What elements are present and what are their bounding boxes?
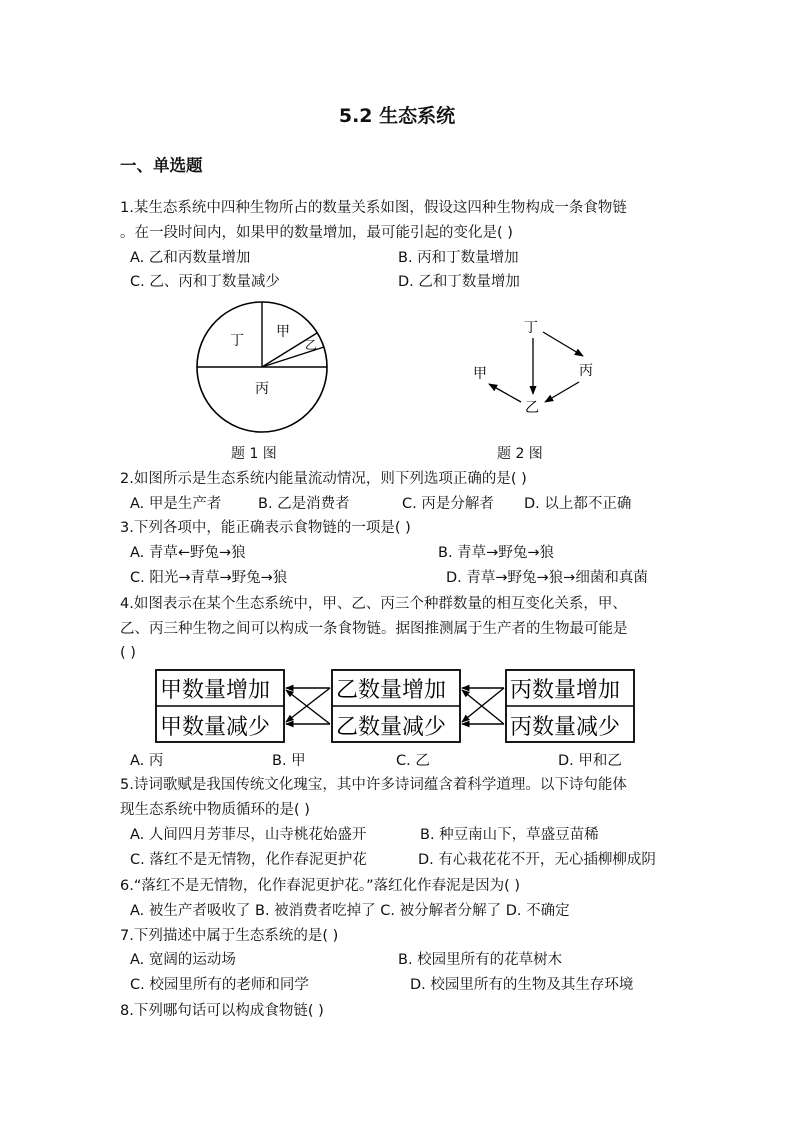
q1-option-a: A. 乙和丙数量增加 [130, 250, 251, 266]
q4-option-c: C. 乙 [396, 753, 430, 769]
q2-stem: 2.如图所示是生态系统内能量流动情况，则下列选项正确的是( ) [120, 471, 527, 487]
q7-option-c: C. 校园里所有的老师和同学 [130, 977, 309, 993]
q3-option-b: B. 青草→野兔→狼 [438, 545, 554, 561]
q2-option-a: A. 甲是生产者 [130, 496, 222, 512]
q6-options: A. 被生产者吸收了 B. 被消费者吃掉了 C. 被分解者分解了 D. 不确定 [130, 903, 570, 919]
q3-stem: 3.下列各项中，能正确表示食物链的一项是( ) [120, 520, 411, 536]
q5-line1: 5.诗词歌赋是我国传统文化瑰宝，其中许多诗词蕴含着科学道理。以下诗句能体 [120, 777, 627, 793]
q5-option-c: C. 落红不是无情物，化作春泥更护花 [130, 852, 367, 868]
q4-option-a: A. 丙 [130, 753, 164, 769]
q8-stem: 8.下列哪句话可以构成食物链( ) [120, 1003, 324, 1019]
q4-line3: ( ) [120, 645, 136, 661]
yi-decrease: 乙数量减少 [336, 715, 447, 740]
q1-line2: 。在一段时间内，如果甲的数量增加，最可能引起的变化是( ) [120, 225, 513, 241]
q5-option-b: B. 种豆南山下，草盛豆苗稀 [420, 827, 599, 843]
q3-option-d: D. 青草→野兔→狼→细菌和真菌 [446, 570, 648, 586]
yi-increase: 乙数量增加 [336, 678, 447, 703]
q1-pie-figure [190, 300, 340, 435]
jia-increase: 甲数量增加 [160, 678, 271, 703]
q7-option-a: A. 宽阔的运动场 [130, 952, 236, 968]
pie-label-yi: 乙 [305, 338, 318, 352]
q6-stem: 6.“落红不是无情物，化作春泥更护花。”落红化作春泥是因为( ) [120, 878, 521, 894]
q2-option-b: B. 乙是消费者 [258, 496, 350, 512]
q7-stem: 7.下列描述中属于生态系统的是( ) [120, 928, 339, 944]
bing-decrease: 丙数量减少 [510, 715, 621, 740]
pie-label-bing: 丙 [255, 381, 269, 397]
q4-line2: 乙、丙三种生物之间可以构成一条食物链。据图推测属于生产者的生物最可能是 [120, 621, 628, 637]
q3-option-a: A. 青草←野兔→狼 [130, 545, 246, 561]
q5-option-a: A. 人间四月芳菲尽，山寺桃花始盛开 [130, 827, 367, 843]
fig1-caption: 题 1 图 [231, 446, 277, 462]
q7-option-b: B. 校园里所有的花草树木 [398, 952, 563, 968]
q4-line1: 4.如图表示在某个生态系统中，甲、乙、丙三个种群数量的相互变化关系，甲、 [120, 596, 627, 612]
section-heading: 一、单选题 [120, 156, 203, 175]
q4-population-diagram [150, 666, 640, 746]
q7-option-d: D. 校园里所有的生物及其生存环境 [410, 977, 634, 993]
page-title: 5.2 生态系统 [338, 105, 456, 127]
q1-line1: 1.某生态系统中四种生物所占的数量关系如图，假设这四种生物构成一条食物链 [120, 200, 627, 216]
node-bing: 丙 [579, 363, 593, 379]
q2-option-c: C. 丙是分解者 [402, 496, 494, 512]
arrow-yi-jia [489, 384, 521, 402]
q1-option-d: D. 乙和丁数量增加 [398, 274, 520, 290]
q2-energy-diagram [465, 312, 615, 422]
arrow-ding-bing [543, 332, 583, 356]
bing-increase: 丙数量增加 [510, 678, 621, 703]
q4-option-d: D. 甲和乙 [558, 753, 622, 769]
q3-option-c: C. 阳光→青草→野兔→狼 [130, 570, 288, 586]
pie-label-ding: 丁 [230, 333, 244, 349]
node-jia: 甲 [473, 366, 487, 382]
q1-option-b: B. 丙和丁数量增加 [398, 250, 519, 266]
pie-label-jia: 甲 [276, 324, 290, 340]
q2-option-d: D. 以上都不正确 [524, 496, 632, 512]
jia-decrease: 甲数量减少 [160, 715, 271, 740]
node-ding: 丁 [524, 320, 538, 336]
q1-option-c: C. 乙、丙和丁数量减少 [130, 274, 280, 290]
arrow-bing-yi [545, 382, 579, 402]
node-yi: 乙 [525, 400, 539, 416]
q5-line2: 现生态系统中物质循环的是( ) [120, 802, 310, 818]
fig2-caption: 题 2 图 [497, 446, 543, 462]
q5-option-d: D. 有心栽花花不开，无心插柳柳成阴 [418, 852, 656, 868]
q4-option-b: B. 甲 [272, 753, 306, 769]
